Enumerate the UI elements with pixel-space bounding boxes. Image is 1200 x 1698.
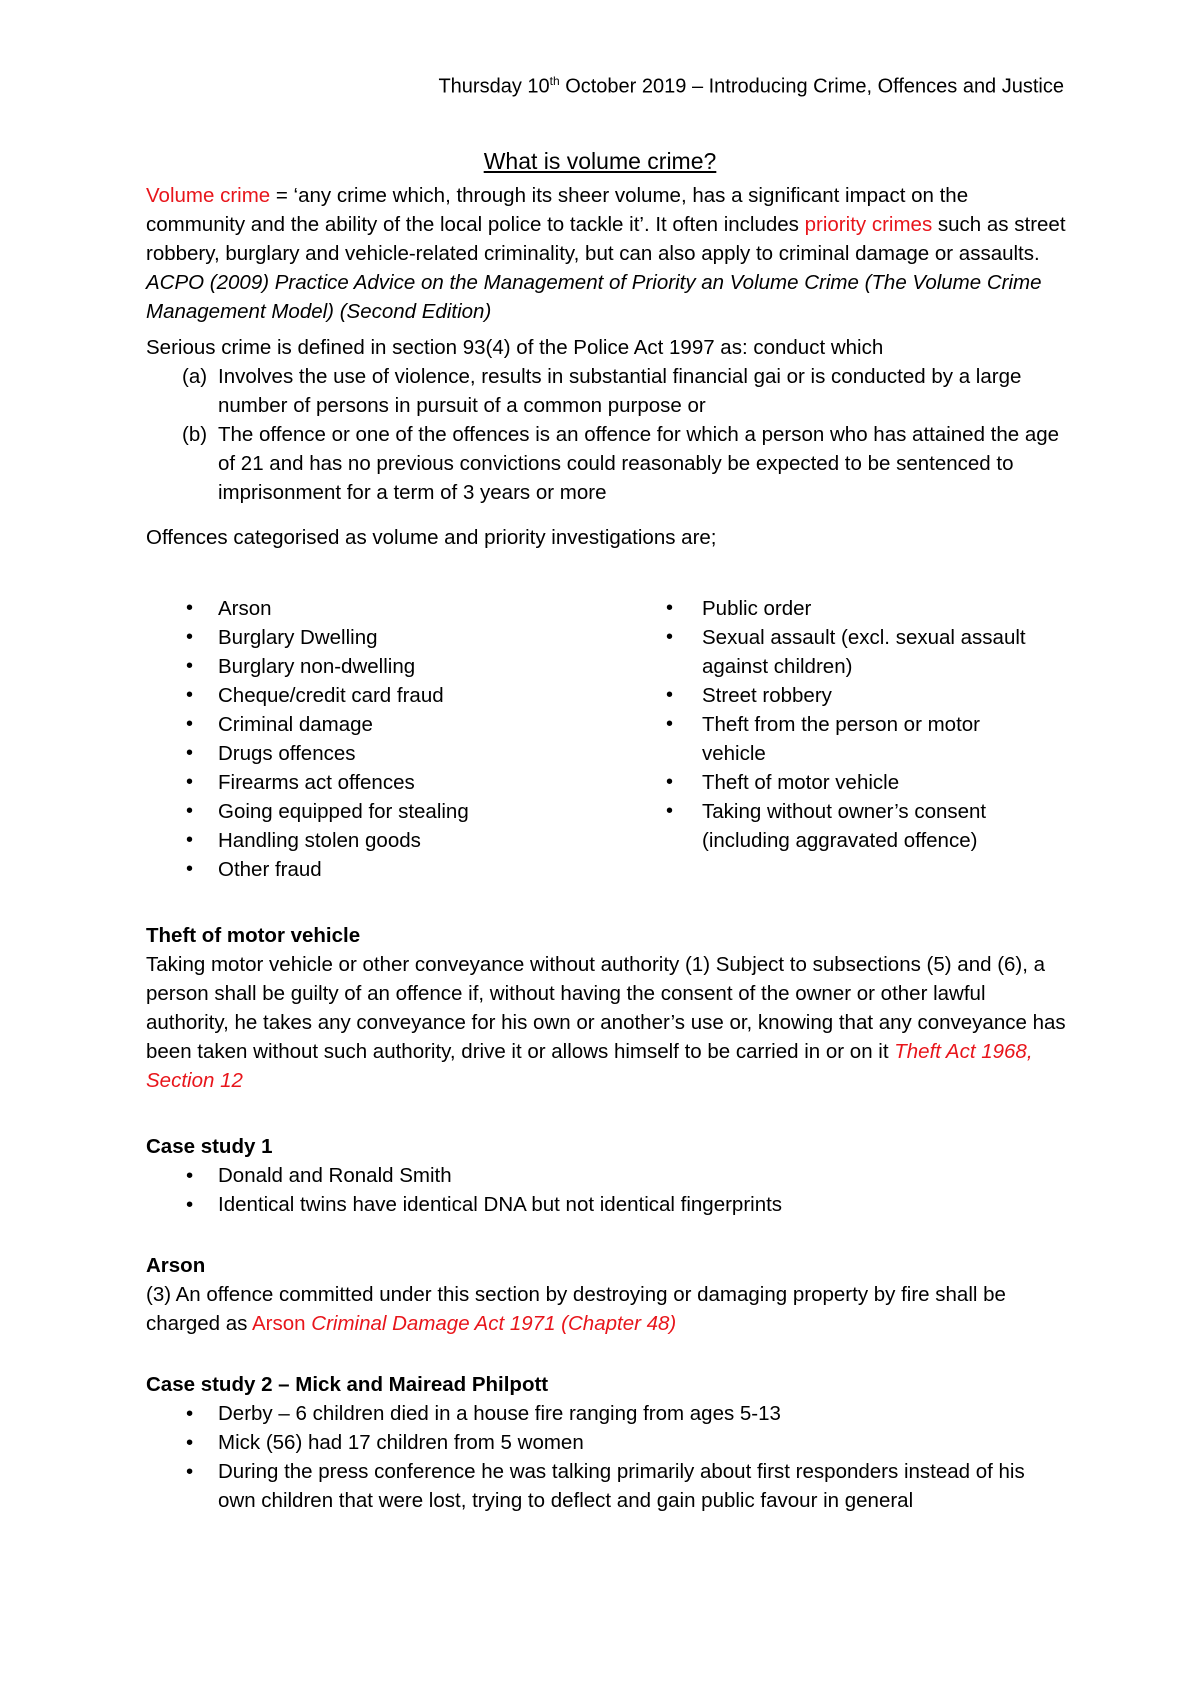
list-item bbox=[146, 362, 1066, 420]
list-item: • Cheque/credit card fraud bbox=[146, 681, 636, 710]
theft-text-block bbox=[146, 950, 1066, 1095]
list-item: • Burglary Dwelling bbox=[146, 623, 636, 652]
list-item: • Taking without owner’s consent (including aggravated offence) bbox=[636, 797, 1046, 855]
arson-section bbox=[146, 1251, 1066, 1338]
theft-section bbox=[146, 921, 1066, 1095]
list-item: • Criminal damage bbox=[146, 710, 636, 739]
volume-crime-text: = ‘any crime which, through its sheer volume, has a significant impact on the community and the ability of the local police to tackle it’. It often includes bbox=[146, 184, 969, 236]
serious-crime-intro: Serious crime is defined in section 93(4) of the Police Act 1997 as: conduct which bbox=[146, 336, 884, 359]
page-header bbox=[438, 74, 1064, 99]
list-item: • Street robbery bbox=[636, 681, 1046, 710]
list-item: • Arson bbox=[146, 594, 636, 623]
theft-act-citation: Theft Act 1968, Section 12 bbox=[146, 1040, 1033, 1092]
page-title: What is volume crime? bbox=[483, 148, 717, 174]
header-date-suffix: th bbox=[549, 74, 560, 88]
criminal-damage-act-citation: Criminal Damage Act 1971 (Chapter 48) bbox=[305, 1312, 677, 1335]
list-item: • Derby – 6 children died in a house fire ranging from ages 5-13 bbox=[146, 1399, 1066, 1428]
arson-text: (3) An offence committed under this section by destroying or damaging property by fire shall be charged as bbox=[146, 1283, 1006, 1335]
acpo-citation: ACPO (2009) Practice Advice on the Management of Priority an Volume Crime (The Volume Crime Management Model) (Second Edition) bbox=[146, 271, 1042, 323]
case-study-1 bbox=[146, 1132, 1066, 1219]
item-label: (b) bbox=[182, 423, 208, 446]
list-item: • Donald and Ronald Smith bbox=[146, 1161, 1066, 1190]
list-item: • Handling stolen goods bbox=[146, 826, 636, 855]
offences-list-right bbox=[636, 594, 1046, 884]
list-item: • Going equipped for stealing bbox=[146, 797, 636, 826]
list-item: • Firearms act offences bbox=[146, 768, 636, 797]
header-topic: October 2019 – Introducing Crime, Offences and Justice bbox=[559, 75, 1064, 98]
offences-intro: Offences categorised as volume and priority investigations are; bbox=[146, 526, 717, 549]
list-item: • Burglary non-dwelling bbox=[146, 652, 636, 681]
offences-list-left bbox=[146, 594, 636, 884]
list-item: • Theft of motor vehicle bbox=[636, 768, 1046, 797]
item-text: Involves the use of violence, results in substantial financial gai or is conducted by a large number of persons in pursuit of a common purpose or bbox=[218, 365, 1022, 417]
offences-columns bbox=[146, 594, 1066, 884]
arson-text-block bbox=[146, 1280, 1066, 1338]
case-study-1-list bbox=[146, 1161, 1066, 1219]
case-study-2 bbox=[146, 1370, 1066, 1515]
case-study-2-heading: Case study 2 – Mick and Mairead Philpott bbox=[146, 1373, 549, 1396]
list-item: • Identical twins have identical DNA but not identical fingerprints bbox=[146, 1190, 1066, 1219]
priority-crimes-term: priority crimes bbox=[804, 213, 933, 236]
header-date: Thursday 10 bbox=[438, 75, 550, 98]
arson-heading: Arson bbox=[146, 1254, 206, 1277]
arson-term: Arson bbox=[252, 1312, 306, 1335]
list-item: • Sexual assault (excl. sexual assault against children) bbox=[636, 623, 1046, 681]
list-item: • Theft from the person or motor vehicle bbox=[636, 710, 1046, 768]
list-item bbox=[146, 420, 1066, 507]
list-item: • Mick (56) had 17 children from 5 women bbox=[146, 1428, 1066, 1457]
list-item: • Public order bbox=[636, 594, 1046, 623]
list-item: • Other fraud bbox=[146, 855, 636, 884]
case-study-2-list bbox=[146, 1399, 1066, 1515]
item-label: (a) bbox=[182, 365, 208, 388]
item-text: The offence or one of the offences is an offence for which a person who has attained the age of 21 and has no previous convictions could reasonably be expected to be sentenced to imprisonment for a term of 3 years or more bbox=[218, 423, 1060, 504]
serious-crime-list bbox=[146, 362, 1066, 507]
list-item: • During the press conference he was talking primarily about first responders instead of his own children that were lost, trying to deflect and gain public favour in general bbox=[146, 1457, 1066, 1515]
theft-heading: Theft of motor vehicle bbox=[146, 924, 361, 947]
volume-crime-term: Volume crime bbox=[146, 184, 271, 207]
volume-crime-definition bbox=[146, 181, 1066, 326]
volume-crime-text-cont: such as street robbery, burglary and vehicle-related criminality, but can also apply to criminal damage or assaults. bbox=[146, 213, 1066, 265]
list-item: • Drugs offences bbox=[146, 739, 636, 768]
serious-crime-section bbox=[146, 333, 1066, 507]
theft-text: Taking motor vehicle or other conveyance without authority (1) Subject to subsections (5) and (6), a person shall be guilty of an offence if, without having the consent of the owner or other lawful authority, he takes any conveyance for his own or another’s use or, knowing that any conveyance has been taken without such authority, drive it or allows himself to be carried in or on it bbox=[146, 953, 1066, 1063]
case-study-1-heading: Case study 1 bbox=[146, 1135, 273, 1158]
